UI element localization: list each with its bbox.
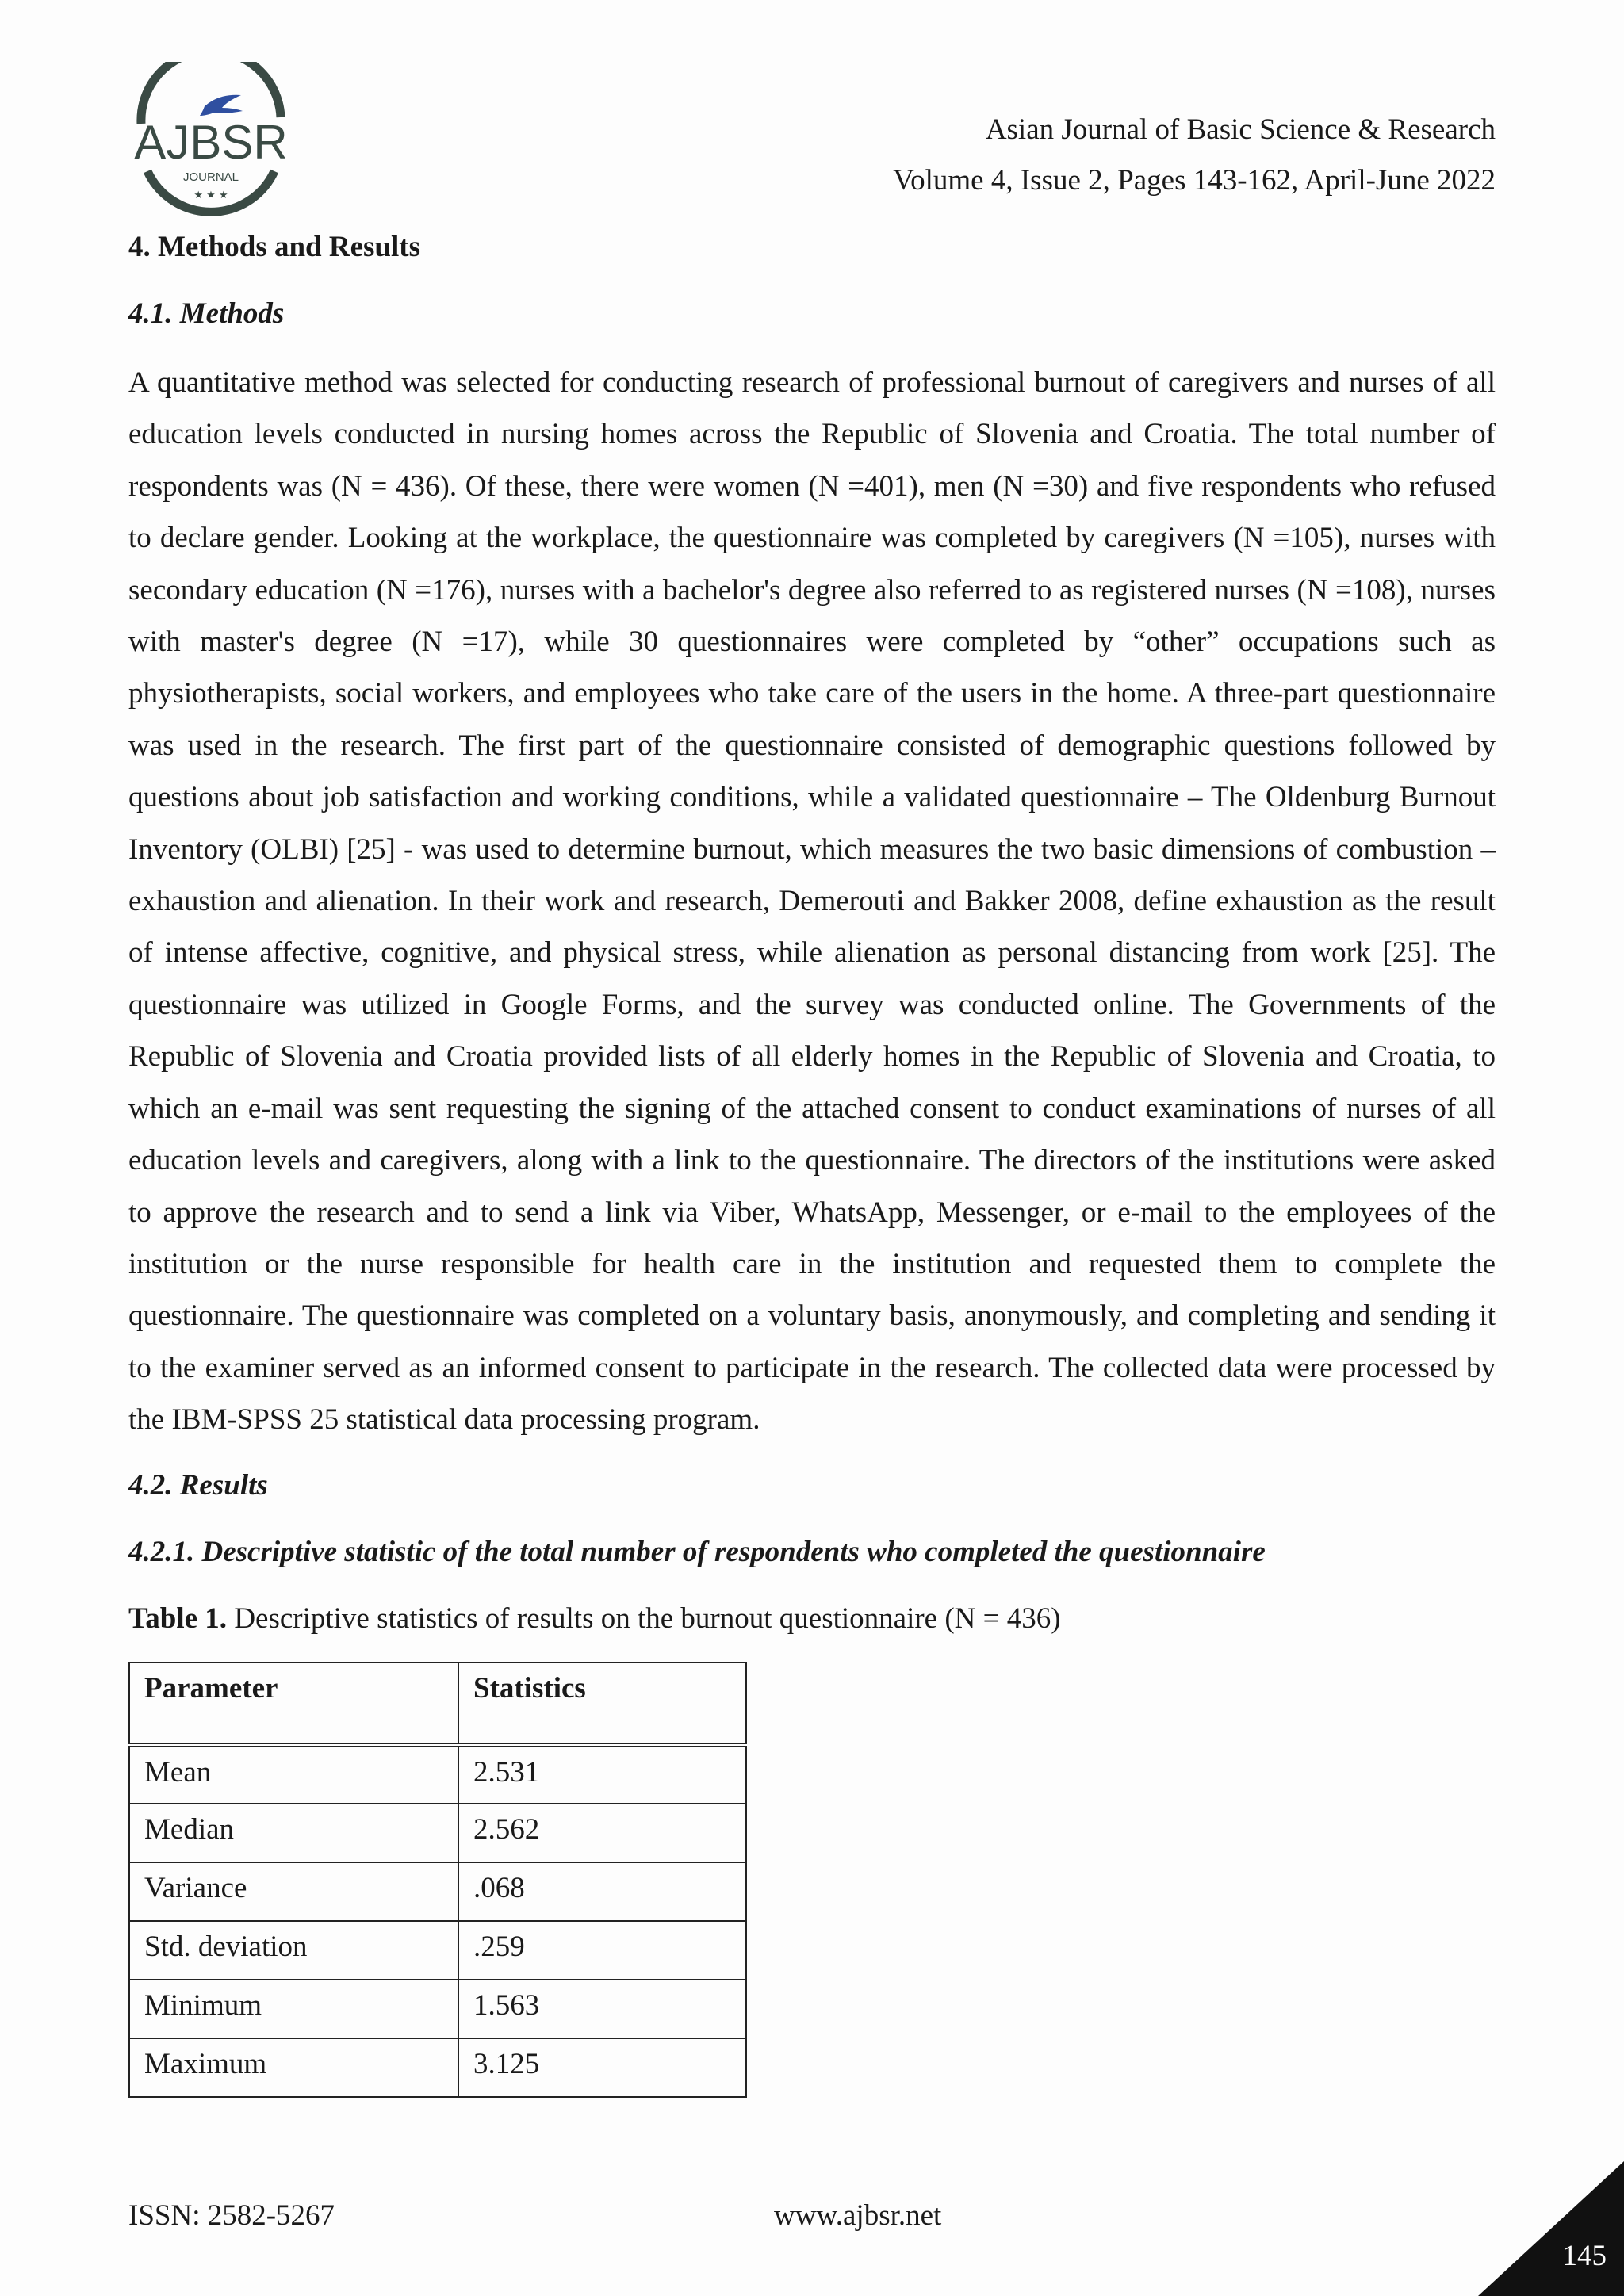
svg-text:★ ★ ★: ★ ★ ★ bbox=[193, 189, 228, 201]
table-cell: Mean bbox=[129, 1745, 458, 1804]
table-row bbox=[129, 2038, 746, 2097]
table-header-cell: Parameter bbox=[129, 1663, 458, 1745]
table-caption-label: Table 1. bbox=[128, 1601, 228, 1635]
table-caption bbox=[128, 1595, 1496, 1643]
table-cell: Minimum bbox=[129, 1980, 458, 2038]
table-header-row bbox=[129, 1663, 746, 1745]
table-cell: 2.562 bbox=[458, 1804, 746, 1862]
table-cell: Std. deviation bbox=[129, 1921, 458, 1980]
table-cell: .068 bbox=[458, 1862, 746, 1921]
logo-text: AJBSR bbox=[134, 116, 288, 169]
table-row bbox=[129, 1745, 746, 1804]
table-cell: Median bbox=[129, 1804, 458, 1862]
table-cell: 1.563 bbox=[458, 1980, 746, 2038]
table-header-cell: Statistics bbox=[458, 1663, 746, 1745]
website-link[interactable]: www.ajbsr.net bbox=[774, 2199, 942, 2232]
table-cell: 2.531 bbox=[458, 1745, 746, 1804]
section-heading-methods-results: 4. Methods and Results bbox=[128, 231, 420, 263]
table-cell: .259 bbox=[458, 1921, 746, 1980]
ajbsr-logo bbox=[117, 62, 304, 220]
main-content bbox=[128, 224, 1496, 2098]
bird-icon bbox=[200, 95, 243, 116]
subsubsection-heading-descriptive: 4.2.1. Descriptive statistic of the total number of respondents who completed the questionnaire bbox=[128, 1535, 1266, 1568]
table-caption-text: Descriptive statistics of results on the burnout questionnaire (N = 436) bbox=[227, 1601, 1061, 1635]
page-corner-triangle bbox=[1478, 2161, 1624, 2296]
table-row bbox=[129, 1980, 746, 2038]
table-row bbox=[129, 1921, 746, 1980]
running-header bbox=[893, 105, 1496, 206]
journal-name: Asian Journal of Basic Science & Research bbox=[985, 113, 1496, 146]
page-number: 145 bbox=[1562, 2240, 1607, 2272]
table-cell: Maximum bbox=[129, 2038, 458, 2097]
volume-info: Volume 4, Issue 2, Pages 143-162, April-June 2022 bbox=[893, 164, 1496, 197]
table-cell: 3.125 bbox=[458, 2038, 746, 2097]
svg-text:JOURNAL: JOURNAL bbox=[182, 170, 239, 184]
descriptive-stats-table bbox=[128, 1662, 747, 2098]
methods-paragraph: A quantitative method was selected for conducting research of professional burnout of caregivers and nurses of all education levels conducted in nursing homes across the Republic of Slovenia and Croatia. The total number of respondents was (N = 436). Of these, there were women (N =401), men (N =30) and five respondents who refused to declare gender. Looking at the workplace, the questionnaire was completed by caregivers (N =105), nurses with secondary education (N =176), nurses with a bachelor's degree also referred to as registered nurses (N =108), nurses with master's degree (N =17), while 30 questionnaires were completed by “other” occupations such as physiotherapists, social workers, and employees who take care of the users in the home. A three-part questionnaire was used in the research. The first part of the questionnaire consisted of demographic questions followed by questions about job satisfaction and working conditions, while a validated questionnaire – The Oldenburg Burnout Inventory (OLBI) [25] - was used to determine burnout, which measures the two basic dimensions of combustion – exhaustion and alienation. In their work and research, Demerouti and Bakker 2008, define exhaustion as the result of intense affective, cognitive, and physical stress, while alienation as personal distancing from work [25]. The questionnaire was utilized in Google Forms, and the survey was conducted online. The Governments of the Republic of Slovenia and Croatia provided lists of all elderly homes in the Republic of Slovenia and Croatia, to which an e-mail was sent requesting the signing of the attached consent to conduct examinations of nurses of all education levels and caregivers, along with a link to the questionnaire. The directors of the institutions were asked to approve the research and to send a link via Viber, WhatsApp, Messenger, or e-mail to the employees of the institution or the nurse responsible for health care in the institution and requested them to complete the questionnaire. The questionnaire was completed on a voluntary basis, anonymously, and completing and sending it to the examiner served as an informed consent to participate in the research. The collected data were processed by the IBM-SPSS 25 statistical data processing program. bbox=[128, 366, 1496, 1437]
issn-text: ISSN: 2582-5267 bbox=[128, 2199, 335, 2232]
subsection-heading-results: 4.2. Results bbox=[128, 1468, 268, 1502]
subsection-heading-methods: 4.1. Methods bbox=[128, 297, 285, 330]
table-row bbox=[129, 1862, 746, 1921]
table-row bbox=[129, 1804, 746, 1862]
table-cell: Variance bbox=[129, 1862, 458, 1921]
